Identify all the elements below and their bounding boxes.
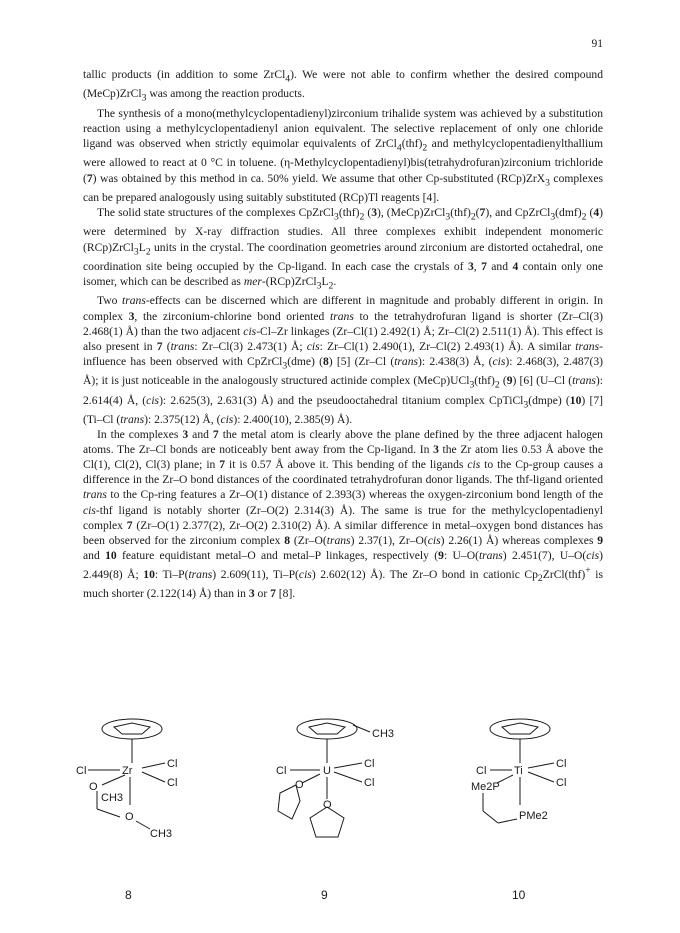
atom-10-p-left: Me2P: [471, 781, 500, 793]
paragraph-3: The solid state structures of the complexes $CpZrCl_3(thf)_2$ (3), $(MeCp)ZrCl_3(thf)_2(7)$, and $CpZrCl_3(dmf)_2$ (4) were determined by X-ray diffraction studies. All three complexes exhibit independent monomeric $(RCp)ZrCl_3L_2$ units in the crystal. The coordination geometries around zirconium are distorted octahedral, one coordination site being occupied by the Cp-ligand. In each case the crystals of 3, 7 and 4 contain only one isomer, which can be described as mer-$(RCp)ZrCl_3L_2$.: [83, 206, 604, 292]
atom-9-o-left: O: [295, 779, 304, 791]
atom-10-cl-right-bottom: Cl: [556, 777, 567, 789]
atom-9-metal: U: [323, 765, 331, 777]
molecule-9-drawing: [278, 719, 370, 837]
cl-right-top-bond-10: [528, 763, 554, 768]
ch3-bond-bottom-8: [136, 821, 150, 829]
cl-right-top-bond-9: [334, 763, 362, 768]
cp-ring-inner-8: [114, 723, 150, 734]
cl-right-bottom-bond-8: [142, 772, 165, 782]
cl-right-bottom-bond-10: [528, 772, 554, 782]
atom-9-cl-right-bottom: Cl: [364, 777, 375, 789]
chain-2-8: [97, 809, 120, 817]
paragraph-1: tallic products (in addition to some ZrCl$_4$). We were not able to confirm whether the desired compound (MeCp)ZrCl$_3$ was among the reaction products.: [83, 68, 603, 104]
atom-10-cl-left: Cl: [476, 765, 487, 777]
cp-ring-10: [490, 719, 550, 739]
atom-9-cl-left: Cl: [276, 765, 287, 777]
atom-8-ch3-bottom: CH3: [150, 828, 173, 840]
structure-drawings: [70, 715, 630, 915]
molecule-label-9: 9: [321, 888, 328, 902]
atom-8-ch3-top: CH3: [101, 792, 124, 804]
atom-9-o-bottom: O: [323, 799, 332, 811]
atom-8-o-bottom: O: [125, 811, 134, 823]
page-number: 91: [591, 38, 603, 50]
cp-ring-9: [297, 719, 357, 739]
body-text: [83, 67, 603, 601]
paragraph-5: In the complexes 3 and 7 the metal atom is clearly above the plane defined by the three adjacent halogen atoms. The Zr–Cl bonds are noticeably bent away from the Cp-ligand. In 3 the Zr atom lies 0.53 Å above the Cl(1), Cl(2), Cl(3) plane; in 7 it is 0.57 Å above it. This bending of the ligands cis to the Cp-group causes a difference in the Zr–O bond distances of the coordinated tetrahydrofuran donor ligands. The thf-ligand oriented trans to the Cp-ring features a Zr–O(1) distance of 2.393(3) whereas the oxygen-zirconium bond length of the cis-thf ligand is notably shorter (Zr–O(2) 2.314(3) Å). The same is true for the methylcyclopentadienyl complex 7 (Zr–O(1) 2.377(2), Zr–O(2) 2.310(2) Å). A similar difference in metal–oxygen bond distances has been observed for the zirconium complex 8 (Zr–O(trans) 2.37(1), Zr–O(cis) 2.26(1) Å) whereas complexes 9 and 10 feature equidistant metal–O and metal–P linkages, respectively (9: U–O(trans) 2.451(7), U–O(cis) 2.449(8) Å; 10: Ti–P(trans) 2.609(11), Ti–P(cis) 2.602(12) Å). The Zr–O bond in cationic $Cp_2ZrCl(thf)^+$ is much shorter (2.122(14) Å) than in 3 or 7 [8].: [83, 428, 604, 601]
cl-right-top-bond-8: [142, 763, 165, 768]
atom-8-metal: Zr: [122, 765, 133, 777]
cp-ring-inner-10: [502, 723, 538, 734]
atom-8-cl-right-bottom: Cl: [167, 777, 178, 789]
atom-8-cl-left: Cl: [76, 765, 87, 777]
paragraph-2: The synthesis of a mono(methylcyclopentadienyl)zirconium trihalide system was achieved by a substitution reaction using a methylcyclopentadienyl anion equivalent. The selective replacement of only one chloride ligand was observed when strictly equimolar equivalents of $ZrCl_4(thf)_2$ and methylcyclopentadienylthallium were allowed to react at 0 °C in toluene. (η-Methylcyclopentadienyl)bis(tetrahydrofuran)zirconium trichloride (7) was obtained by this method in ca. 50% yield. We assume that other Cp-substituted (RCp)ZrX$_3$ complexes can be prepared analogously using suitably substituted (RCp)Tl reagents [4].: [83, 106, 603, 204]
molecule-label-10: 10: [512, 888, 526, 902]
paragraph-4: Two trans-effects can be discerned which are different in magnitude and probably different in origin. In complex 3, the zirconium-chlorine bond oriented trans to the tetrahydrofuran ligand is shorter (Zr–Cl(3) 2.468(1) Å) than the two adjacent cis-Cl–Zr linkages (Zr–Cl(1) 2.492(1) Å; Zr–Cl(2) 2.511(1) Å). This effect is also present in 7 (trans: Zr–Cl(3) 2.473(1) Å; cis: Zr–Cl(1) 2.490(1), Zr–Cl(2) 2.493(1) Å). A similar trans-influence has been observed with CpZrCl$_3$(dme) (8) [5] (Zr–Cl (trans): 2.438(3) Å, (cis): 2.468(3), 2.487(3) Å); it is just noticeable in the analogously structured actinide complex $(MeCp)UCl_3(thf)_2$ (9) [6] (U–Cl (trans): 2.614(4) Å, (cis): 2.625(3), 2.631(3) Å) and the pseudooctahedral titanium complex CpTiCl$_3$(dmpe) (10) [7] (Ti–Cl (trans): 2.375(12) Å, (cis): 2.400(10), 2.385(9) Å).: [83, 294, 604, 426]
methyl-bond-9: [353, 725, 370, 732]
cp-ring-8: [102, 719, 162, 739]
atom-9-ch3: CH3: [372, 728, 395, 740]
atom-10-metal: Ti: [514, 765, 523, 777]
chain-3-10: [498, 819, 517, 823]
cl-right-bottom-bond-9: [334, 772, 362, 782]
thf-ring-bottom-9: [310, 807, 344, 837]
molecule-label-8: 8: [125, 888, 132, 902]
structure-figure: [70, 715, 630, 915]
atom-10-cl-right-top: Cl: [556, 758, 567, 770]
cp-ring-inner-9: [309, 723, 345, 734]
atom-8-o-top: O: [89, 781, 98, 793]
chain-2-10: [483, 811, 498, 823]
atom-8-cl-right-top: Cl: [167, 758, 178, 770]
atom-9-cl-right-top: Cl: [364, 758, 375, 770]
o-left-bond-9: [302, 774, 320, 783]
atom-10-p-bottom: PMe2: [519, 810, 548, 822]
